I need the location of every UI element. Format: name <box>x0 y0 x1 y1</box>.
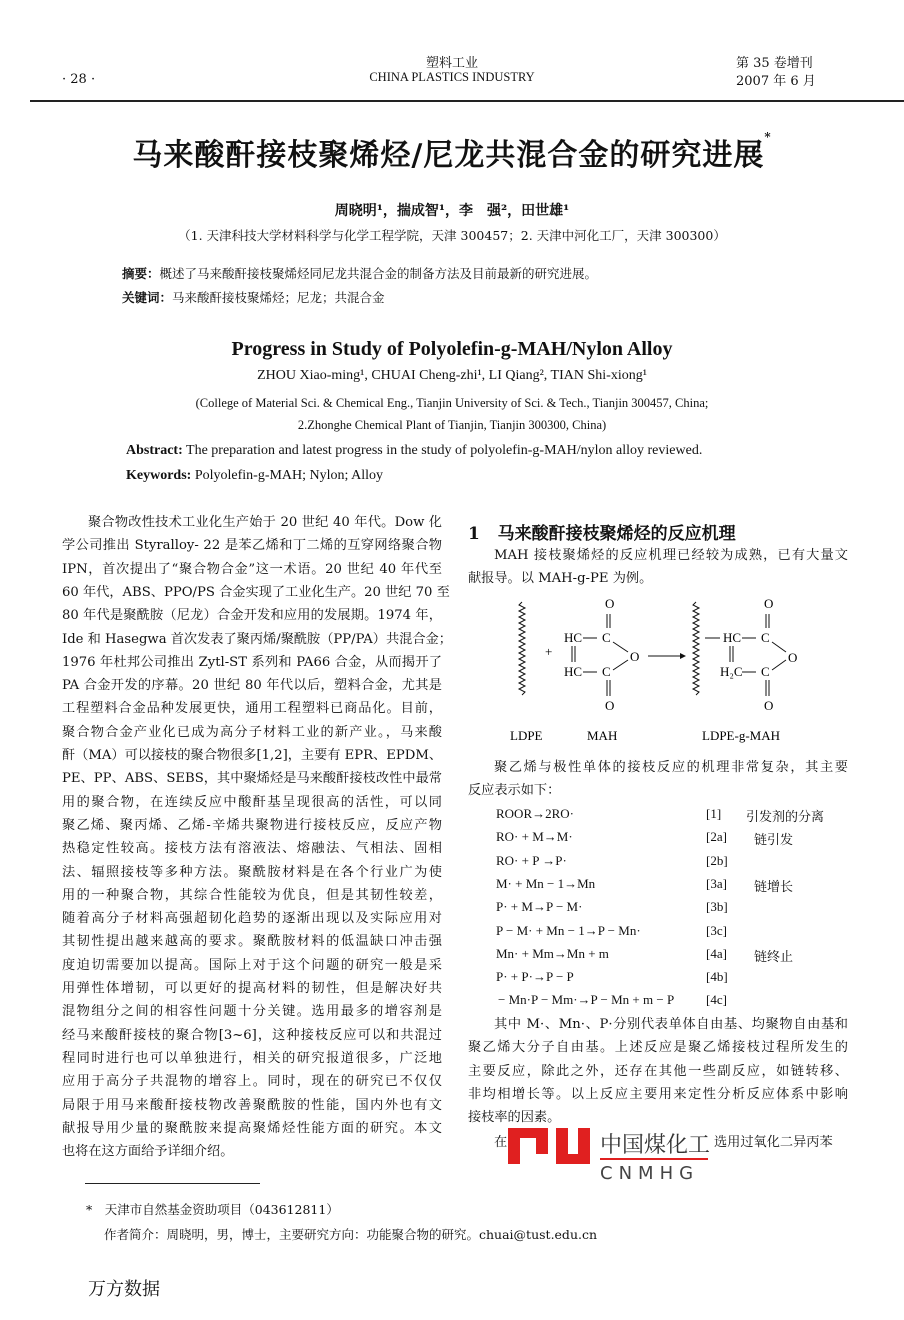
text-line: 献报导。以 MAH-g-PE 为例。 <box>468 571 653 586</box>
text-line: 学公司推出 Styralloy- 22 是苯乙烯和丁二烯的互穿网络聚合物 <box>62 538 442 554</box>
svg-text:C: C <box>761 664 770 679</box>
text-line: 接枝率的因素。 <box>468 1110 561 1126</box>
affiliation-cn: （1. 天津科技大学材料科学与化学工程学院，天津 300457；2. 天津中河化工厂，天津 300300） <box>178 228 726 243</box>
text-line: 其中 M·、Mn·、P·分别代表单体自由基、均聚物自由基和 <box>494 1017 848 1032</box>
text-line: 局限于用马来酸酐接枝物改善聚酰胺的性能，国内外也有文 <box>62 1097 442 1113</box>
text-line: 聚乙烯、聚丙烯、乙烯-辛烯共聚物进行接枝反应，反应产物 <box>62 817 442 833</box>
svg-text:C: C <box>761 630 770 645</box>
section-heading: 1 马来酸酐接枝聚烯烃的反应机理 <box>468 524 736 544</box>
reaction-number: [2a] <box>706 829 727 845</box>
keywords-cn: 关键词：马来酸酐接枝聚烯烃；尼龙；共混合金 <box>122 290 385 305</box>
ldpe-chain <box>519 602 525 695</box>
journal-name-cn: 塑料工业 <box>425 56 478 71</box>
ldpe-g-mah-chain <box>693 602 699 695</box>
text-line: 反应表示如下： <box>468 783 561 798</box>
reaction-stage: 链引发 <box>754 833 794 849</box>
text-line: 程同时进行也可以单独进行，相关的研究报道很多，广泛地 <box>62 1050 442 1066</box>
text-line: IPN，首次提出了“聚合物合金”这一术语。20 世纪 40 年代至 <box>62 561 442 577</box>
text-line: 度迫切需要加以提高。国际上对于这个问题的研究一般是采 <box>62 957 442 973</box>
text-line: 80 年代是聚酰胺（尼龙）合金开发和应用的发展期。1974 年， <box>62 608 442 624</box>
footnote-author: 作者简介：周晓明，男，博士，主要研究方向：功能聚合物的研究。chuai@tust.edu.cn <box>104 1227 598 1242</box>
reaction-number: [2b] <box>706 852 728 868</box>
svg-text:O: O <box>764 698 774 713</box>
text-line: 也将在这方面给予详细介绍。 <box>62 1144 234 1160</box>
reaction-stage: 引发剂的分离 <box>746 810 825 825</box>
authors-cn: 周晓明¹，揣成智¹，李 强²，田世雄¹ <box>334 203 570 219</box>
reaction-number: [1] <box>706 806 722 821</box>
reaction-equation: RO· + P →P· <box>496 852 567 868</box>
svg-text:O: O <box>605 596 615 611</box>
footnote-rule <box>85 1183 260 1184</box>
watermark-en: CNMHG <box>600 1163 700 1184</box>
reaction-diagram <box>480 590 840 750</box>
label-ldpe-g-mah: LDPE-g-MAH <box>702 728 780 743</box>
svg-text:C: C <box>602 664 611 679</box>
affiliation-en-2: 2.Zhonghe Chemical Plant of Tianjin, Tianjin 300300, China) <box>297 418 607 432</box>
text-line: 聚合物改性技术工业化生产始于 20 世纪 40 年代。Dow 化 <box>88 515 442 530</box>
last-line: 在 选用过氧化二异丙苯 <box>494 1135 833 1150</box>
reaction-equation: M· + Mn − 1→Mn <box>496 875 596 891</box>
text-line: 非均相增长等。以上反应主要用来定性分析反应体系中影响 <box>468 1086 848 1102</box>
svg-text:O: O <box>630 649 640 664</box>
reaction-number: [4c] <box>706 992 727 1008</box>
svg-text:O: O <box>788 650 798 665</box>
text-line: 酐（MA）可以接枝的聚合物很多[1,2]，主要有 EPR、EPDM、 <box>62 748 443 763</box>
reaction-equation: − Mn·P − Mm·→P − Mn + m − P <box>498 992 675 1008</box>
reaction-number: [3c] <box>706 922 727 938</box>
text-line: 用弹性体增韧，可以更好的提高材料的韧性，但是解决好共 <box>62 981 442 996</box>
title-cn: 马来酸酐接枝聚烯烃/尼龙共混合金的研究进展* <box>132 130 772 173</box>
svg-text:HC: HC <box>564 630 583 645</box>
text-line: 工程塑料合金品种发展更快，通用工程塑料已商品化。目前， <box>62 701 442 717</box>
text-line: 聚合物合金产业化已成为高分子材料工业的新产业。，马来酸 <box>62 724 442 740</box>
svg-text:O: O <box>605 698 615 713</box>
reaction-number: [4b] <box>706 969 728 985</box>
reaction-stage: 链增长 <box>754 879 794 895</box>
text-line: 其韧性提出越来越高的要求。聚酰胺材料的低温缺口冲击强 <box>62 934 442 950</box>
text-line: MAH 接枝聚烯烃的反应机理已经较为成熟，已有大量文 <box>494 548 848 563</box>
text-line: 用的聚合物，在连续反应中酸酐基呈现很高的活性，可以同 <box>62 794 442 810</box>
footnote-fund: * 天津市自然基金资助项目（043612811） <box>86 1202 339 1217</box>
reaction-number: [3b] <box>706 899 728 915</box>
reaction-equation: RO· + M→M· <box>496 829 573 845</box>
affiliation-en-1: (College of Material Sci. & Chemical Eng., Tianjin University of Sci. & Tech., Tianjin 300457, China; <box>195 396 709 410</box>
text-line: 献报导用少量的聚酰胺来提高聚烯烃性能方面的研究。本文 <box>62 1120 442 1136</box>
reaction-equation: P· + M→P − M· <box>496 899 583 915</box>
issue-date: 2007 年 6 月 <box>736 74 816 89</box>
text-line: 用的一种聚合物，其综合性能较为优良，但是其韧性较差， <box>62 887 442 903</box>
label-mah: MAH <box>587 728 618 743</box>
watermark-cn: 中国煤化工 <box>600 1133 711 1158</box>
journal-name-en: CHINA PLASTICS INDUSTRY <box>369 70 535 84</box>
text-line: 应用于高分子共混物的增容上。同时，现在的研究已不仅仅 <box>62 1074 442 1090</box>
text-line: 1976 年杜邦公司推出 Zytl-ST 系列和 PA66 合金，从而揭开了 <box>62 654 442 670</box>
keywords-en: Keywords: Polyolefin-g-MAH; Nylon; Alloy <box>126 468 384 483</box>
text-line: 60 年代，ABS、PPO/PS 合金实现了工业化生产。20 世纪 70 至 <box>62 584 450 600</box>
reaction-equation: P· + P·→P − P <box>496 969 574 985</box>
text-line: 主要反应，除此之外，还存在其他一些副反应，如链转移、 <box>468 1063 848 1079</box>
reaction-equation: P − M· + Mn − 1→P − Mn· <box>496 922 641 938</box>
svg-text:O: O <box>764 596 774 611</box>
text-line: PA 合金开发的序幕。20 世纪 80 年代以后，塑料合金，尤其是 <box>62 678 442 694</box>
text-line: Ide 和 Hasegwa 首次发表了聚丙烯/聚酰胺（PP/PA）共混合金； <box>62 631 452 647</box>
text-line: 随着高分子材料高强超韧化趋势的逐渐出现以及实际应用对 <box>62 911 442 927</box>
text-line: 混物组分之间的相容性问题十分关键。选用最多的增容剂是 <box>62 1004 442 1020</box>
label-ldpe: LDPE <box>510 728 543 743</box>
svg-text:HC: HC <box>564 664 583 679</box>
svg-text:H₂C: H₂C <box>720 664 743 679</box>
svg-text:C: C <box>602 630 611 645</box>
text-line: 法、辐照接枝等多种方法。聚酰胺材料是在各个行业广为使 <box>62 864 442 880</box>
reaction-number: [4a] <box>706 945 727 961</box>
svg-text:+: + <box>545 644 553 659</box>
reaction-equation: Mn· + Mm→Mn + m <box>496 945 609 961</box>
authors-en: ZHOU Xiao-ming¹, CHUAI Cheng-zhi¹, LI Qiang², TIAN Shi-xiong¹ <box>257 368 647 383</box>
title-en: Progress in Study of Polyolefin-g-MAH/Nylon Alloy <box>231 338 673 360</box>
text-line: 热稳定性较高。接枝方法有溶液法、熔融法、气相法、固相 <box>62 841 442 857</box>
page-number: · 28 · <box>62 72 96 87</box>
abstract-en: Abstract: The preparation and latest progress in the study of polyolefin-g-MAH/nylon alloy reviewed. <box>126 443 703 458</box>
svg-text:HC: HC <box>723 630 742 645</box>
reaction-stage: 链终止 <box>754 949 794 965</box>
reaction-equation: ROOR→2RO· <box>496 806 575 821</box>
reaction-number: [3a] <box>706 875 727 891</box>
text-line: PE、PP、ABS、SEBS，其中聚烯烃是马来酸酐接枝改性中最常 <box>62 771 442 787</box>
header-rule <box>30 100 904 102</box>
text-line: 经马来酸酐接枝的聚合物[3~6]，这种接枝反应可以和共混过 <box>62 1027 442 1043</box>
source-watermark: 万方数据 <box>88 1279 160 1300</box>
abstract-cn: 摘要：概述了马来酸酐接枝聚烯烃同尼龙共混合金的制备方法及目前最新的研究进展。 <box>122 266 598 281</box>
text-line: 聚乙烯与极性单体的接枝反应的机理非常复杂，其主要 <box>494 760 848 775</box>
text-line: 聚乙烯大分子自由基。上述反应是聚乙烯接枝过程所发生的 <box>468 1040 848 1056</box>
volume: 第 35 卷增刊 <box>736 56 813 71</box>
